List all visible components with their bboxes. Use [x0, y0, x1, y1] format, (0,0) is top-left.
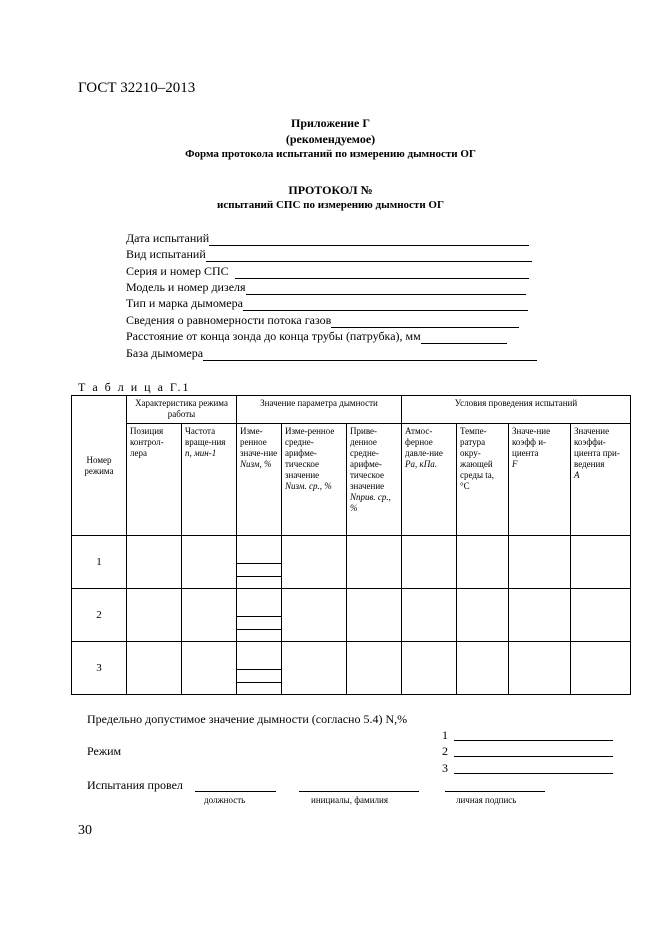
initials-caption: инициалы, фамилия: [311, 795, 388, 805]
sign-caption: личная подпись: [456, 795, 517, 805]
row-number: 2: [72, 589, 127, 642]
table-row: [72, 536, 631, 589]
field-smokemeter-base: База дымомера: [126, 345, 537, 361]
position-line: [195, 791, 276, 792]
row-number: 3: [72, 642, 127, 695]
row-number: 1: [72, 536, 127, 589]
field-probe-distance: Расстояние от конца зонда до конца трубы (патрубка), мм: [126, 328, 507, 344]
regime-line-1: [454, 740, 613, 741]
signature-label: Испытания провел: [87, 778, 183, 792]
group-smoke: Значение параметра дымности: [237, 396, 402, 424]
col-pressure: Атмос-ферное давле-ние Pа, кПа.: [402, 424, 457, 536]
standard-number: ГОСТ 32210–2013: [78, 80, 196, 96]
table-row: [72, 642, 631, 695]
test-table: [71, 395, 631, 695]
col-reduced: Приве-денное средне-арифме-тическое значение Nприв. ср., %: [347, 424, 402, 536]
table-caption: Т а б л и ц а Г.1: [78, 380, 191, 394]
initials-line: [299, 791, 419, 792]
regime-num-2: 2: [442, 744, 448, 758]
col-temp: Темпе-ратура окру-жающей среды tа, °C: [457, 424, 509, 536]
col-measured: Изме-ренное значе-ние Nизм, %: [237, 424, 282, 536]
protocol-subtitle: испытаний СПС по измерению дымности ОГ: [217, 199, 444, 211]
table-row: [72, 589, 631, 642]
field-diesel-model: Модель и номер дизеля: [126, 279, 526, 295]
regime-line-3: [454, 773, 613, 774]
regime-label: Режим: [87, 744, 122, 758]
regime-line-2: [454, 756, 613, 757]
appendix-status: (рекомендуемое): [285, 132, 376, 146]
field-test-type: Вид испытаний: [126, 246, 532, 262]
col-freq: Частота враще-ния n, мин-1: [182, 424, 237, 536]
col-position: Позиция контрол-лера: [127, 424, 182, 536]
field-smokemeter-type: Тип и марка дымомера: [126, 295, 528, 311]
limit-text: Предельно допустимое значение дымности (согласно 5.4) N,%: [87, 712, 408, 726]
regime-num-1: 1: [442, 728, 448, 742]
appendix-subtitle: Форма протокола испытаний по измерению дымности ОГ: [185, 148, 476, 160]
protocol-title: ПРОТОКОЛ №: [288, 183, 373, 197]
sign-line: [445, 791, 545, 792]
col-coef2: Значение коэффи-циента при-ведения A: [571, 424, 631, 536]
field-flow-uniformity: Сведения о равномерности потока газов: [126, 312, 519, 328]
position-caption: должность: [204, 795, 246, 805]
col-mode: Номер режима: [72, 396, 127, 536]
regime-num-3: 3: [442, 761, 448, 775]
field-series-number: Серия и номер СПС: [126, 263, 529, 279]
page-number: 30: [78, 823, 92, 838]
col-avg: Изме-ренное средне-арифме-тическое значение Nизм. ср., %: [282, 424, 347, 536]
appendix-title: Приложение Г: [290, 116, 370, 130]
group-conditions: Условия проведения испытаний: [402, 396, 631, 424]
field-test-date: Дата испытаний: [126, 230, 529, 246]
col-coef: Значе-ние коэфф и-циента F: [509, 424, 571, 536]
group-regime: Характеристика режима работы: [127, 396, 237, 424]
